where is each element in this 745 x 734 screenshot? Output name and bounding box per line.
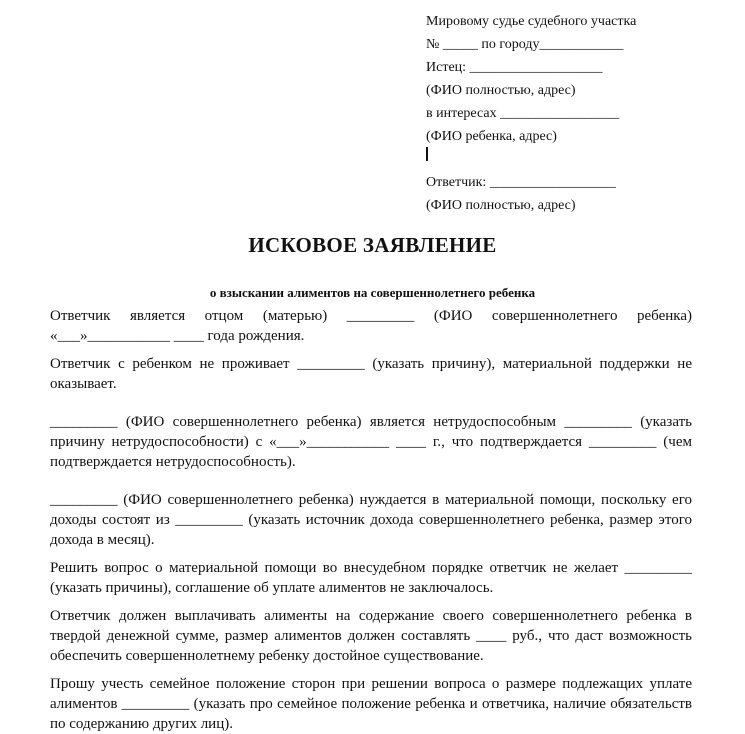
child-hint: (ФИО ребенка, адрес) [426, 129, 557, 144]
document-body [50, 306, 692, 734]
court-line: Мировому судье судебного участка [426, 14, 637, 29]
defendant-hint: (ФИО полностью, адрес) [426, 198, 576, 213]
blank-line [426, 148, 726, 171]
paragraph-disability: _________ (ФИО совершеннолетнего ребенка) является нетрудоспособным _________ (указать причину нетрудоспособности) с «___»___________ ____ г., что подтверждается _________ (чем подтверждается нетрудоспособность). [50, 414, 692, 470]
document-subtitle: о взыскании алиментов на совершеннолетнего ребенка [209, 285, 536, 300]
court-number-line: № _____ по городу____________ [426, 37, 624, 52]
paragraph-refusal: Решить вопрос о материальной помощи во внесудебном порядке ответчик не желает _________ (указать причины), соглашение об уплате алиментов не заключалось. [50, 560, 692, 596]
paragraph-no-support: Ответчик с ребенком не проживает _________ (указать причину), материальной поддержки не оказывает. [50, 356, 692, 392]
addressee-block [426, 10, 726, 217]
plaintiff-line: Истец: ___________________ [426, 60, 603, 75]
paragraph-amount: Ответчик должен выплачивать алименты на содержание своего совершеннолетнего ребенка в твердой денежной сумме, размер алиментов должен составлять ____ руб., что даст возможность обеспечить совершеннолетнему ребенку достойное существование. [50, 608, 692, 664]
plaintiff-hint: (ФИО полностью, адрес) [426, 83, 576, 98]
defendant-line: Ответчик: __________________ [426, 175, 616, 190]
paragraph-need: _________ (ФИО совершеннолетнего ребенка) нуждается в материальной помощи, поскольку его доходы состоят из _________ (указать источник дохода совершеннолетнего ребенка, размер этого дохода в месяц). [50, 492, 692, 548]
document-title: ИСКОВОЕ ЗАЯВЛЕНИЕ [248, 233, 497, 257]
paragraph-paternity: Ответчик является отцом (матерью) _________ (ФИО совершеннолетнего ребенка) «___»___________ ____ года рождения. [50, 308, 692, 344]
paragraph-request: Прошу учесть семейное положение сторон при решении вопроса о размере подлежащих уплате алиментов _________ (указать про семейное положение ребенка и ответчика, наличие обязательств по содержанию других лиц). [50, 676, 692, 732]
text-cursor [426, 147, 428, 161]
interests-line: в интересах _________________ [426, 106, 620, 121]
